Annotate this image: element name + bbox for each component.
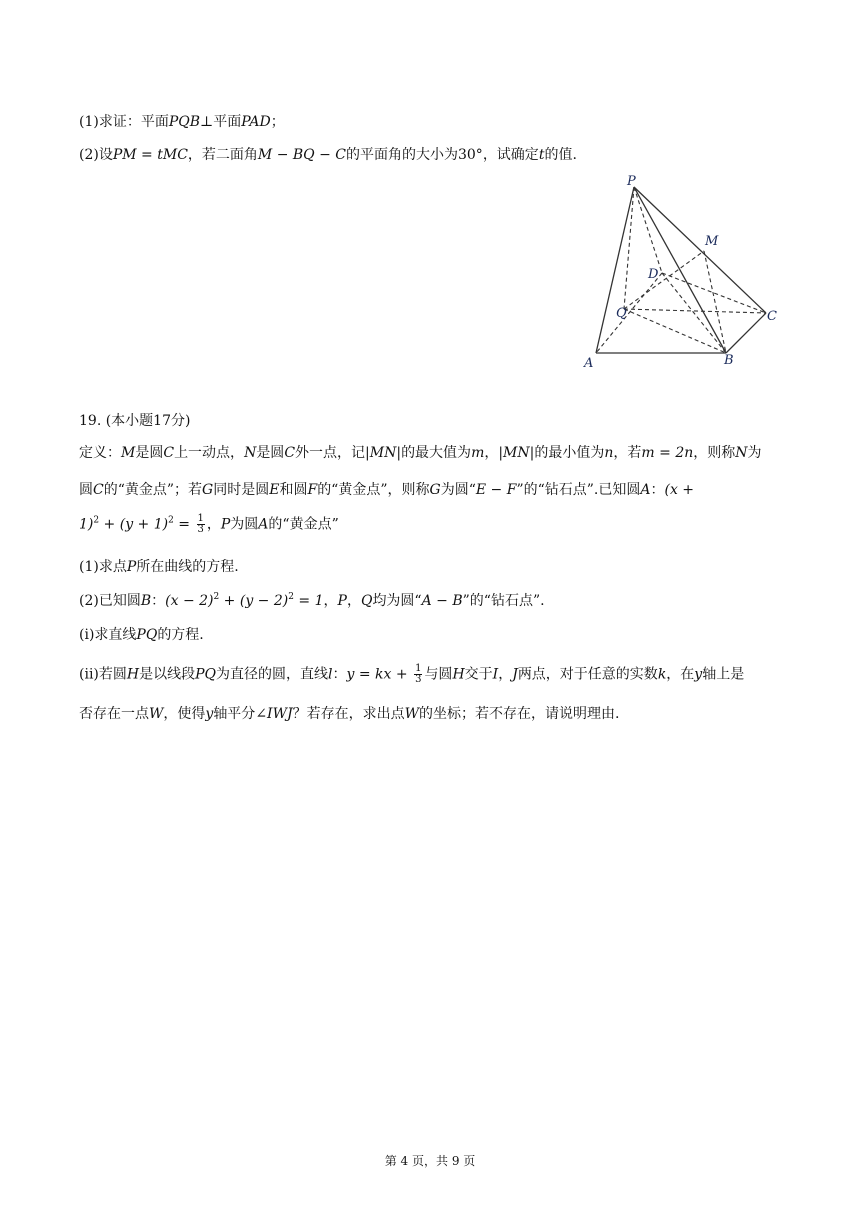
edge-DB — [662, 273, 726, 353]
fraction-one-third: $\frac{1}{3}$ — [197, 513, 204, 535]
label-A: A — [584, 356, 594, 370]
edge-PC — [634, 187, 766, 313]
q19-title: 19. (本小题17分) — [79, 413, 191, 429]
q19-part2-ii-cont: 否存在一点W，使得y轴平分∠IWJ？若存在，求出点W的坐标；若不存在，请说明理由. — [79, 706, 620, 722]
edge-QM — [624, 251, 704, 309]
label-P: P — [627, 174, 636, 189]
q19-part1: (1)求点P所在曲线的方程. — [79, 559, 239, 575]
q19-definition-line2: 圆C的“黄金点”；若G同时是圆E和圆F的“黄金点”，则称G为圆“E − F”的“钻石点”.已知圆A：(x + — [79, 482, 695, 498]
edge-QB — [624, 309, 726, 353]
edge-PA — [596, 187, 634, 353]
q19-part2-ii: (ii)若圆H是以线段PQ为直径的圆，直线l：y = kx + $\frac{1}{3}$ 与圆H交于I，J两点，对于任意的实数k，在y轴上是 — [79, 663, 745, 685]
edge-PQ — [624, 187, 634, 309]
label-M: M — [705, 234, 719, 249]
edge-MB — [704, 251, 726, 353]
pyramid-figure — [578, 170, 788, 370]
label-B: B — [724, 353, 734, 368]
q19-definition-line3: $1)^2 + (y + 1)^2$ = $\frac{1}{3}$ ，P为圆A的“黄金点” — [79, 513, 339, 535]
label-Q: Q — [616, 306, 627, 321]
q18-part2: (2)设PM = tMC，若二面角M − BQ − C的平面角的大小为30°，试确定t的值. — [79, 147, 577, 163]
page-footer: 第 4 页，共 9 页 — [384, 1154, 476, 1168]
q19-part2: (2)已知圆B：$(x - 2)^2 + (y - 2)^2 = 1$，P，Q均为圆“A − B”的“钻石点”. — [79, 592, 545, 609]
label-C: C — [767, 309, 777, 324]
q19-definition-line1: 定义：M是圆C上一动点，N是圆C外一点，记|MN|的最大值为m，|MN|的最小值为n，若m = 2n，则称N为 — [79, 445, 762, 461]
q18-part1: (1)求证：平面PQB⊥平面PAD； — [79, 114, 285, 130]
edge-BC — [726, 313, 766, 353]
edge-QC — [624, 309, 766, 313]
label-D: D — [648, 267, 659, 282]
q19-part2-i: (i)求直线PQ的方程. — [79, 627, 204, 643]
edge-DA — [596, 273, 662, 353]
edge-DC — [662, 273, 766, 313]
fraction-one-third: $\frac{1}{3}$ — [415, 663, 422, 685]
